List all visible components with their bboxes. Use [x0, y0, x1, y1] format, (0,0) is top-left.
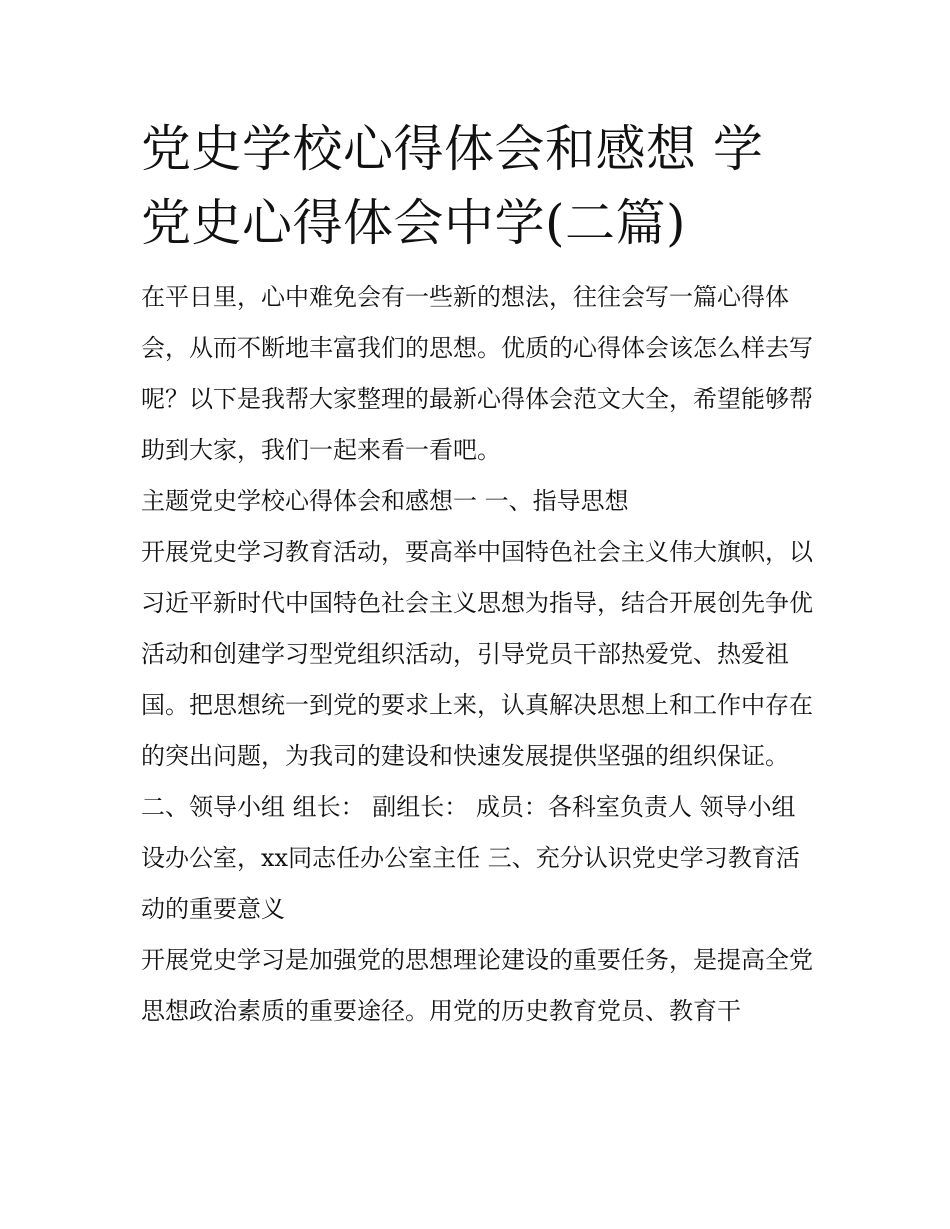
- intro-paragraph: 在平日里，心中难免会有一些新的想法，往往会写一篇心得体会，从而不断地丰富我们的思想。优质的心得体会该怎么样去写呢？以下是我帮大家整理的最新心得体会范文大全，希望能够帮助到大家，我们一起来看一看吧。: [141, 283, 813, 464]
- document-title: 党史学校心得体会和感想 学党史心得体会中学(二篇): [141, 120, 764, 252]
- section-heading-guiding-ideology: 主题党史学校心得体会和感想一 一、指导思想: [141, 487, 629, 515]
- document-page: [141, 112, 813, 1037]
- guiding-ideology-paragraph: 开展党史学习教育活动，要高举中国特色社会主义伟大旗帜，以习近平新时代中国特色社会主义思想为指导，结合开展创先争优活动和创建学习型党组织活动，引导党员干部热爱党、热爱祖国。把思想统一到党的要求上来，认真解决思想上和工作中存在的突出问题，为我司的建设和快速发展提供坚强的组织保证。: [141, 538, 813, 770]
- leadership-group-paragraph: 二、领导小组 组长： 副组长： 成员：各科室负责人 领导小组设办公室，xx同志任办公室主任 三、充分认识党史学习教育活动的重要意义: [141, 793, 800, 923]
- significance-paragraph: 开展党史学习是加强党的思想理论建设的重要任务，是提高全党思想政治素质的重要途径。用党的历史教育党员、教育干: [141, 946, 813, 1025]
